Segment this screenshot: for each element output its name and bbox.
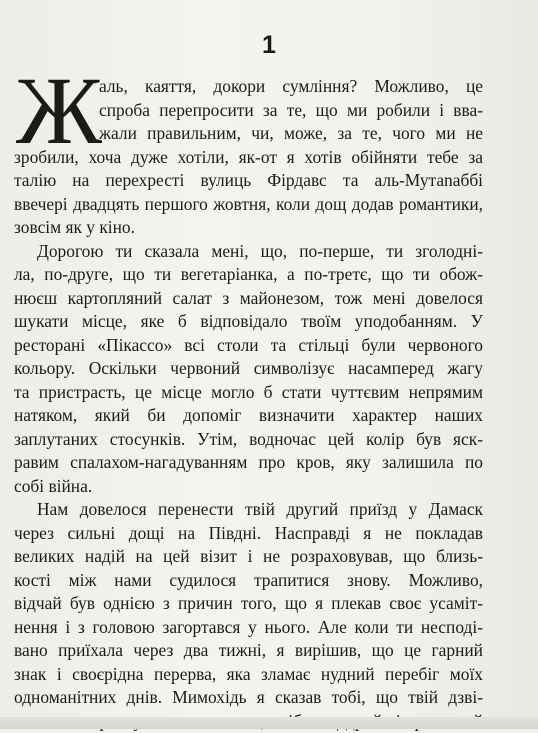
text-line: заплутаних стосунків. Утім, водночас цей колір був яск-	[14, 428, 483, 452]
text-line: аль, каяття, докори сумління? Можливо, це	[14, 75, 483, 99]
text-line: кольору. Оскільки червоний символізує насамперед жагу	[14, 357, 483, 381]
text-line: великих надій на цей візит і не розраховував, що близь-	[14, 545, 483, 569]
text-line: равим спалахом-нагадуванням про кров, яку залишила по	[14, 451, 483, 475]
chapter-number: 1	[0, 30, 538, 60]
text-line: одноманітних днів. Мимохідь я сказав тобі, що твій дзві-	[14, 686, 483, 710]
text-line: талію на перехресті вулиць Фірдавс та аль-Мутаnаббі	[14, 169, 483, 193]
text-line: ла, по-друге, що ти вегетаріанка, а по-третє, що ти обож-	[14, 263, 483, 287]
text-line: кості між нами судилося трапитися знову. Можливо,	[14, 569, 483, 593]
text-line: відчай був однією з причин того, що я плекав своє усаміт-	[14, 592, 483, 616]
text-line: натяком, який би допоміг визначити характер наших	[14, 404, 483, 428]
text-line: нюєш картопляний салат з майонезом, тож мені довелося	[14, 287, 483, 311]
text-line: зробили, хоча дуже хотіли, як-от я хотів обійняти тебе за	[14, 146, 483, 170]
drop-cap: Ж	[16, 61, 102, 161]
text-line: Нам довелося перенести твій другий приїзд у Дамаск	[14, 498, 483, 522]
text-line: шукати місце, яке б відповідало твоїм уподобанням. У	[14, 310, 483, 334]
text-line: жали правильним, чи, може, за те, чого ми не	[14, 122, 483, 146]
body-text	[14, 75, 483, 733]
text-line: через сильні дощі на Півдні. Насправді я не покладав	[14, 522, 483, 546]
page-bottom-edge	[0, 717, 538, 729]
text-line: собі війна.	[14, 475, 483, 499]
text-line: ресторані «Пікассо» всі столи та стільці були червоного	[14, 334, 483, 358]
text-line: Дорогою ти сказала мені, що, по-перше, ти зголодні-	[14, 240, 483, 264]
text-line: знак і своєрідна перерва, яка зламає нудний перебіг моїх	[14, 663, 483, 687]
text-line: ввечері двадцять першого жовтня, коли дощ додав романтики, зовсім як у кіно.	[14, 193, 483, 240]
text-line: та пристрасть, це місце могло б стати чуттєвим непрямим	[14, 381, 483, 405]
text-line: спроба перепросити за те, що ми робили і вва-	[14, 99, 483, 123]
text-line: нення і з головою загортався у нього. Але коли ти несподі-	[14, 616, 483, 640]
text-line: вано приїхала через два тижні, я вирішив, що це гарний	[14, 639, 483, 663]
